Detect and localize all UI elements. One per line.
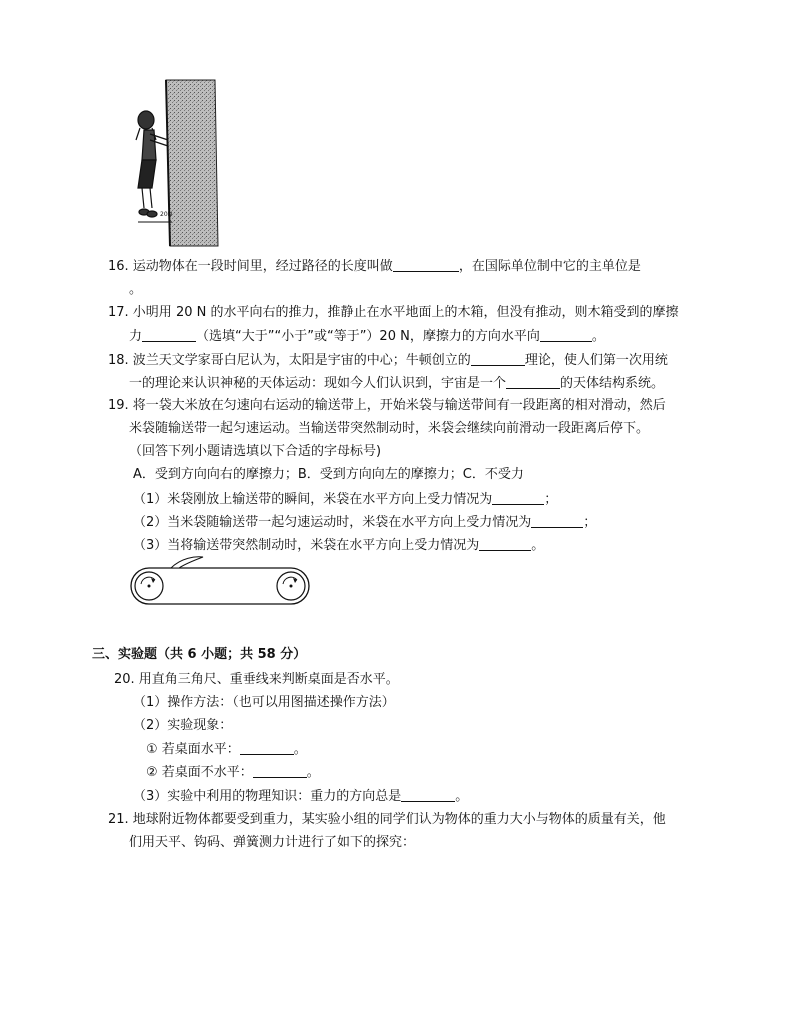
q17-line1: 17. 小明用 20 N 的水平向右的推力，推静止在水平地面上的木箱，但没有推动，则木箱受到的摩擦 bbox=[108, 305, 679, 320]
q20-item2 bbox=[146, 763, 320, 782]
q20-item1-text: ① 若桌面水平： bbox=[146, 742, 240, 757]
q19-sub3-text: （3）当将输送带突然制动时，米袋在水平方向上受力情况为 bbox=[133, 538, 480, 553]
q17-line2 bbox=[129, 327, 605, 346]
q20-blank-3 bbox=[401, 787, 455, 802]
q19-blank-3 bbox=[479, 536, 531, 551]
q20-item2-text: ② 若桌面不水平： bbox=[146, 765, 253, 780]
q19-blank-1 bbox=[492, 490, 544, 505]
q19-sub1-end: ； bbox=[544, 492, 558, 507]
q16-line1 bbox=[108, 257, 641, 276]
q18-text-d: 的天体结构系统。 bbox=[560, 376, 665, 391]
q18-text-b: 理论，使人们第一次用统 bbox=[524, 353, 668, 368]
q19-line1: 19. 将一袋大米放在匀速向右运动的输送带上，开始米袋与输送带间有一段距离的相对滑动，然后 bbox=[108, 398, 666, 413]
q17-text-b: （选填“大于”“小于”或“等于”）20 N，摩擦力的方向水平向 bbox=[196, 329, 540, 344]
q19-line2: 米袋随输送带一起匀速运动。当输送带突然制动时，米袋会继续向前滑动一段距离后停下。 bbox=[129, 421, 650, 436]
q16-text-b: ，在国际单位制中它的主单位是 bbox=[458, 259, 641, 274]
q19-sub3 bbox=[133, 536, 544, 555]
conveyor-belt-figure bbox=[129, 556, 314, 608]
q20-blank-1 bbox=[240, 740, 294, 755]
q19-sub1-text: （1）米袋刚放上输送带的瞬间，米袋在水平方向上受力情况为 bbox=[133, 492, 493, 507]
q20-item2-end: 。 bbox=[306, 765, 320, 780]
q18-text-c: 一的理论来认识神秘的天体运动：现如今人们认识到，宇宙是一个 bbox=[129, 376, 507, 391]
q17-blank-1 bbox=[142, 327, 196, 342]
belt-outline bbox=[131, 568, 309, 604]
q20-item1-end: 。 bbox=[293, 742, 307, 757]
q16-line2 bbox=[129, 280, 142, 299]
q19-options: A．受到方向向右的摩擦力；B．受到方向向左的摩擦力；C．不受力 bbox=[133, 467, 524, 482]
q19-sub2 bbox=[133, 513, 596, 532]
q20-line1: 20. 用直角三角尺、重垂线来判断桌面是否水平。 bbox=[114, 672, 399, 687]
q20-sub3 bbox=[133, 787, 468, 806]
q16-blank-1 bbox=[393, 257, 459, 272]
q20-sub3-end: 。 bbox=[455, 789, 469, 804]
q19-sub2-end: ； bbox=[583, 515, 597, 530]
girl-pushing-box-figure bbox=[130, 80, 225, 246]
force-label: 20N bbox=[160, 211, 173, 218]
q19-blank-2 bbox=[531, 513, 583, 528]
q18-text-a: 18. 波兰天文学家哥白尼认为，太阳是宇宙的中心；牛顿创立的 bbox=[108, 353, 471, 368]
q17-text-c: 。 bbox=[591, 329, 605, 344]
q20-sub3-text: （3）实验中利用的物理知识：重力的方向总是 bbox=[133, 789, 402, 804]
q17-text-a: 力 bbox=[129, 329, 143, 344]
girl-figure bbox=[136, 111, 168, 217]
q18-line1 bbox=[108, 351, 668, 370]
q19-line3: （回答下列小题请选填以下合适的字母标号) bbox=[129, 444, 382, 459]
q18-line2 bbox=[129, 374, 664, 393]
q16-text-c: 。 bbox=[129, 282, 143, 297]
q20-sub2: （2）实验现象： bbox=[133, 718, 233, 733]
q16-text-a: 16. 运动物体在一段时间里，经过路径的长度叫做 bbox=[108, 259, 393, 274]
q21-line2: 们用天平、钩码、弹簧测力计进行了如下的探究： bbox=[129, 835, 416, 850]
q20-sub1: （1）操作方法：（也可以用图描述操作方法） bbox=[133, 695, 395, 710]
q19-sub1 bbox=[133, 490, 557, 509]
q17-blank-2 bbox=[540, 327, 592, 342]
section-3-heading: 三、实验题（共 6 小题；共 58 分） bbox=[92, 647, 307, 662]
q20-blank-2 bbox=[253, 763, 307, 778]
q18-blank-2 bbox=[506, 374, 560, 389]
box-shape bbox=[166, 80, 218, 246]
rice-bag-shape bbox=[171, 557, 203, 568]
q19-sub2-text: （2）当米袋随输送带一起匀速运动时，米袋在水平方向上受力情况为 bbox=[133, 515, 532, 530]
q19-sub3-end: 。 bbox=[531, 538, 545, 553]
q20-item1 bbox=[146, 740, 307, 759]
q21-line1: 21. 地球附近物体都要受到重力，某实验小组的同学们认为物体的重力大小与物体的质量有关，他 bbox=[108, 812, 666, 827]
q18-blank-1 bbox=[471, 351, 525, 366]
